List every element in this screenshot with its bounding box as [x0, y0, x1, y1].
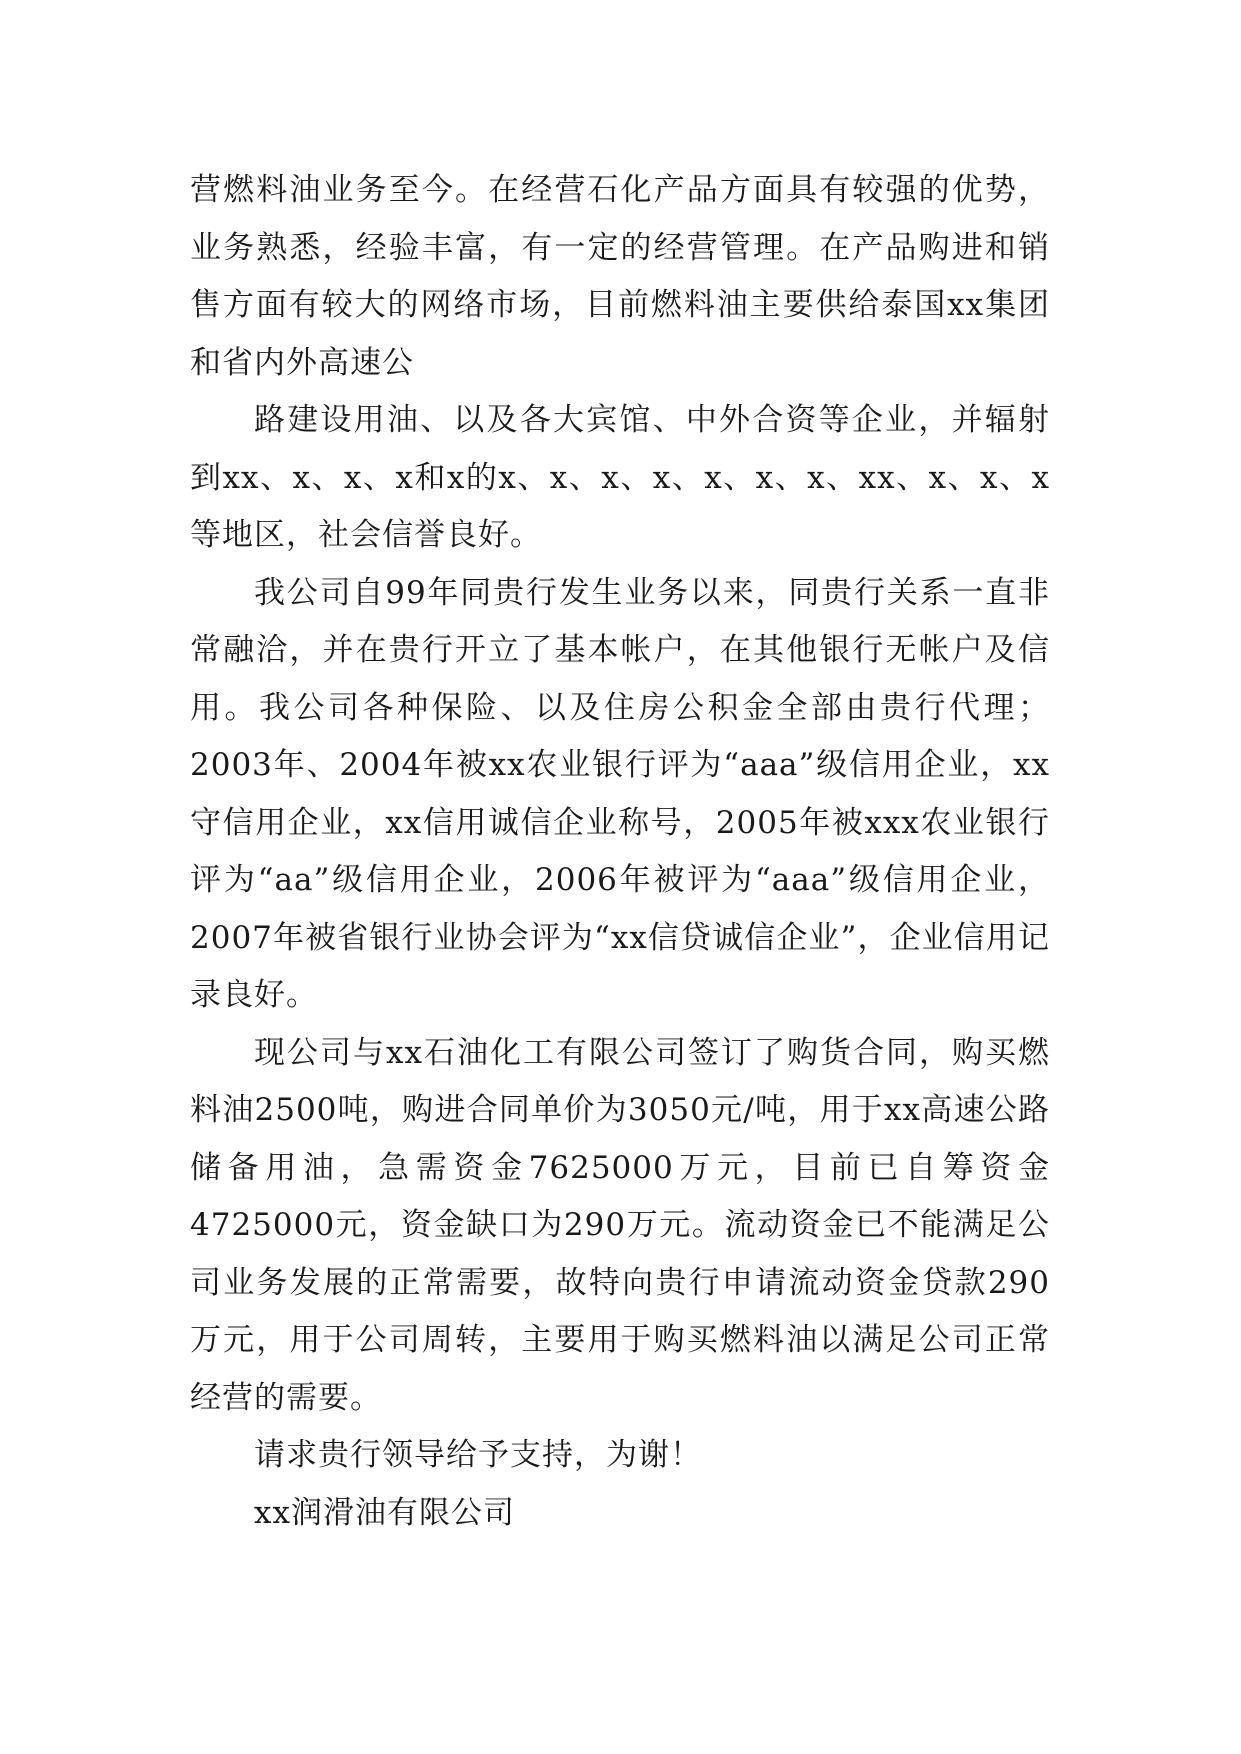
paragraph-continuation: 营燃料油业务至今。在经营石化产品方面具有较强的优势，业务熟悉，经验丰富，有一定的经营管理。在产品购进和销售方面有较大的网络市场，目前燃料油主要供给泰国xx集团和省内外高速公: [190, 172, 1050, 381]
paragraph-bank-relationship: 我公司自99年同贵行发生业务以来，同贵行关系一直非常融洽，并在贵行开立了基本帐户，在其他银行无帐户及信用。我公司各种保险、以及住房公积金全部由贵行代理；2003年、2004年被xx农业银行评为“aaa”级信用企业，xx守信用企业，xx信用诚信企业称号，2005年被xxx农业银行评为“aa”级信用企业，2006年被评为“aaa”级信用企业，2007年被省银行业协会评为“xx信贷诚信企业”，企业信用记录良好。: [190, 574, 1050, 1013]
paragraph-coverage: 路建设用油、以及各大宾馆、中外合资等企业，并辐射到xx、x、x、x和x的x、x、x、x、x、x、x、xx、x、x、x等地区，社会信誉良好。: [190, 402, 1050, 553]
document-body: [190, 162, 1050, 1542]
paragraph-closing: 请求贵行领导给予支持，为谢！: [254, 1437, 702, 1473]
company-signature: xx润滑油有限公司: [254, 1494, 515, 1531]
paragraph-loan-request: 现公司与xx石油化工有限公司签订了购货合同，购买燃料油2500吨，购进合同单价为3050元/吨，用于xx高速公路储备用油，急需资金7625000万元，目前已自筹资金4725000元，资金缺口为290万元。流动资金已不能满足公司业务发展的正常需要，故特向贵行申请流动资金贷款290万元，用于公司周转，主要用于购买燃料油以满足公司正常经营的需要。: [190, 1034, 1050, 1416]
